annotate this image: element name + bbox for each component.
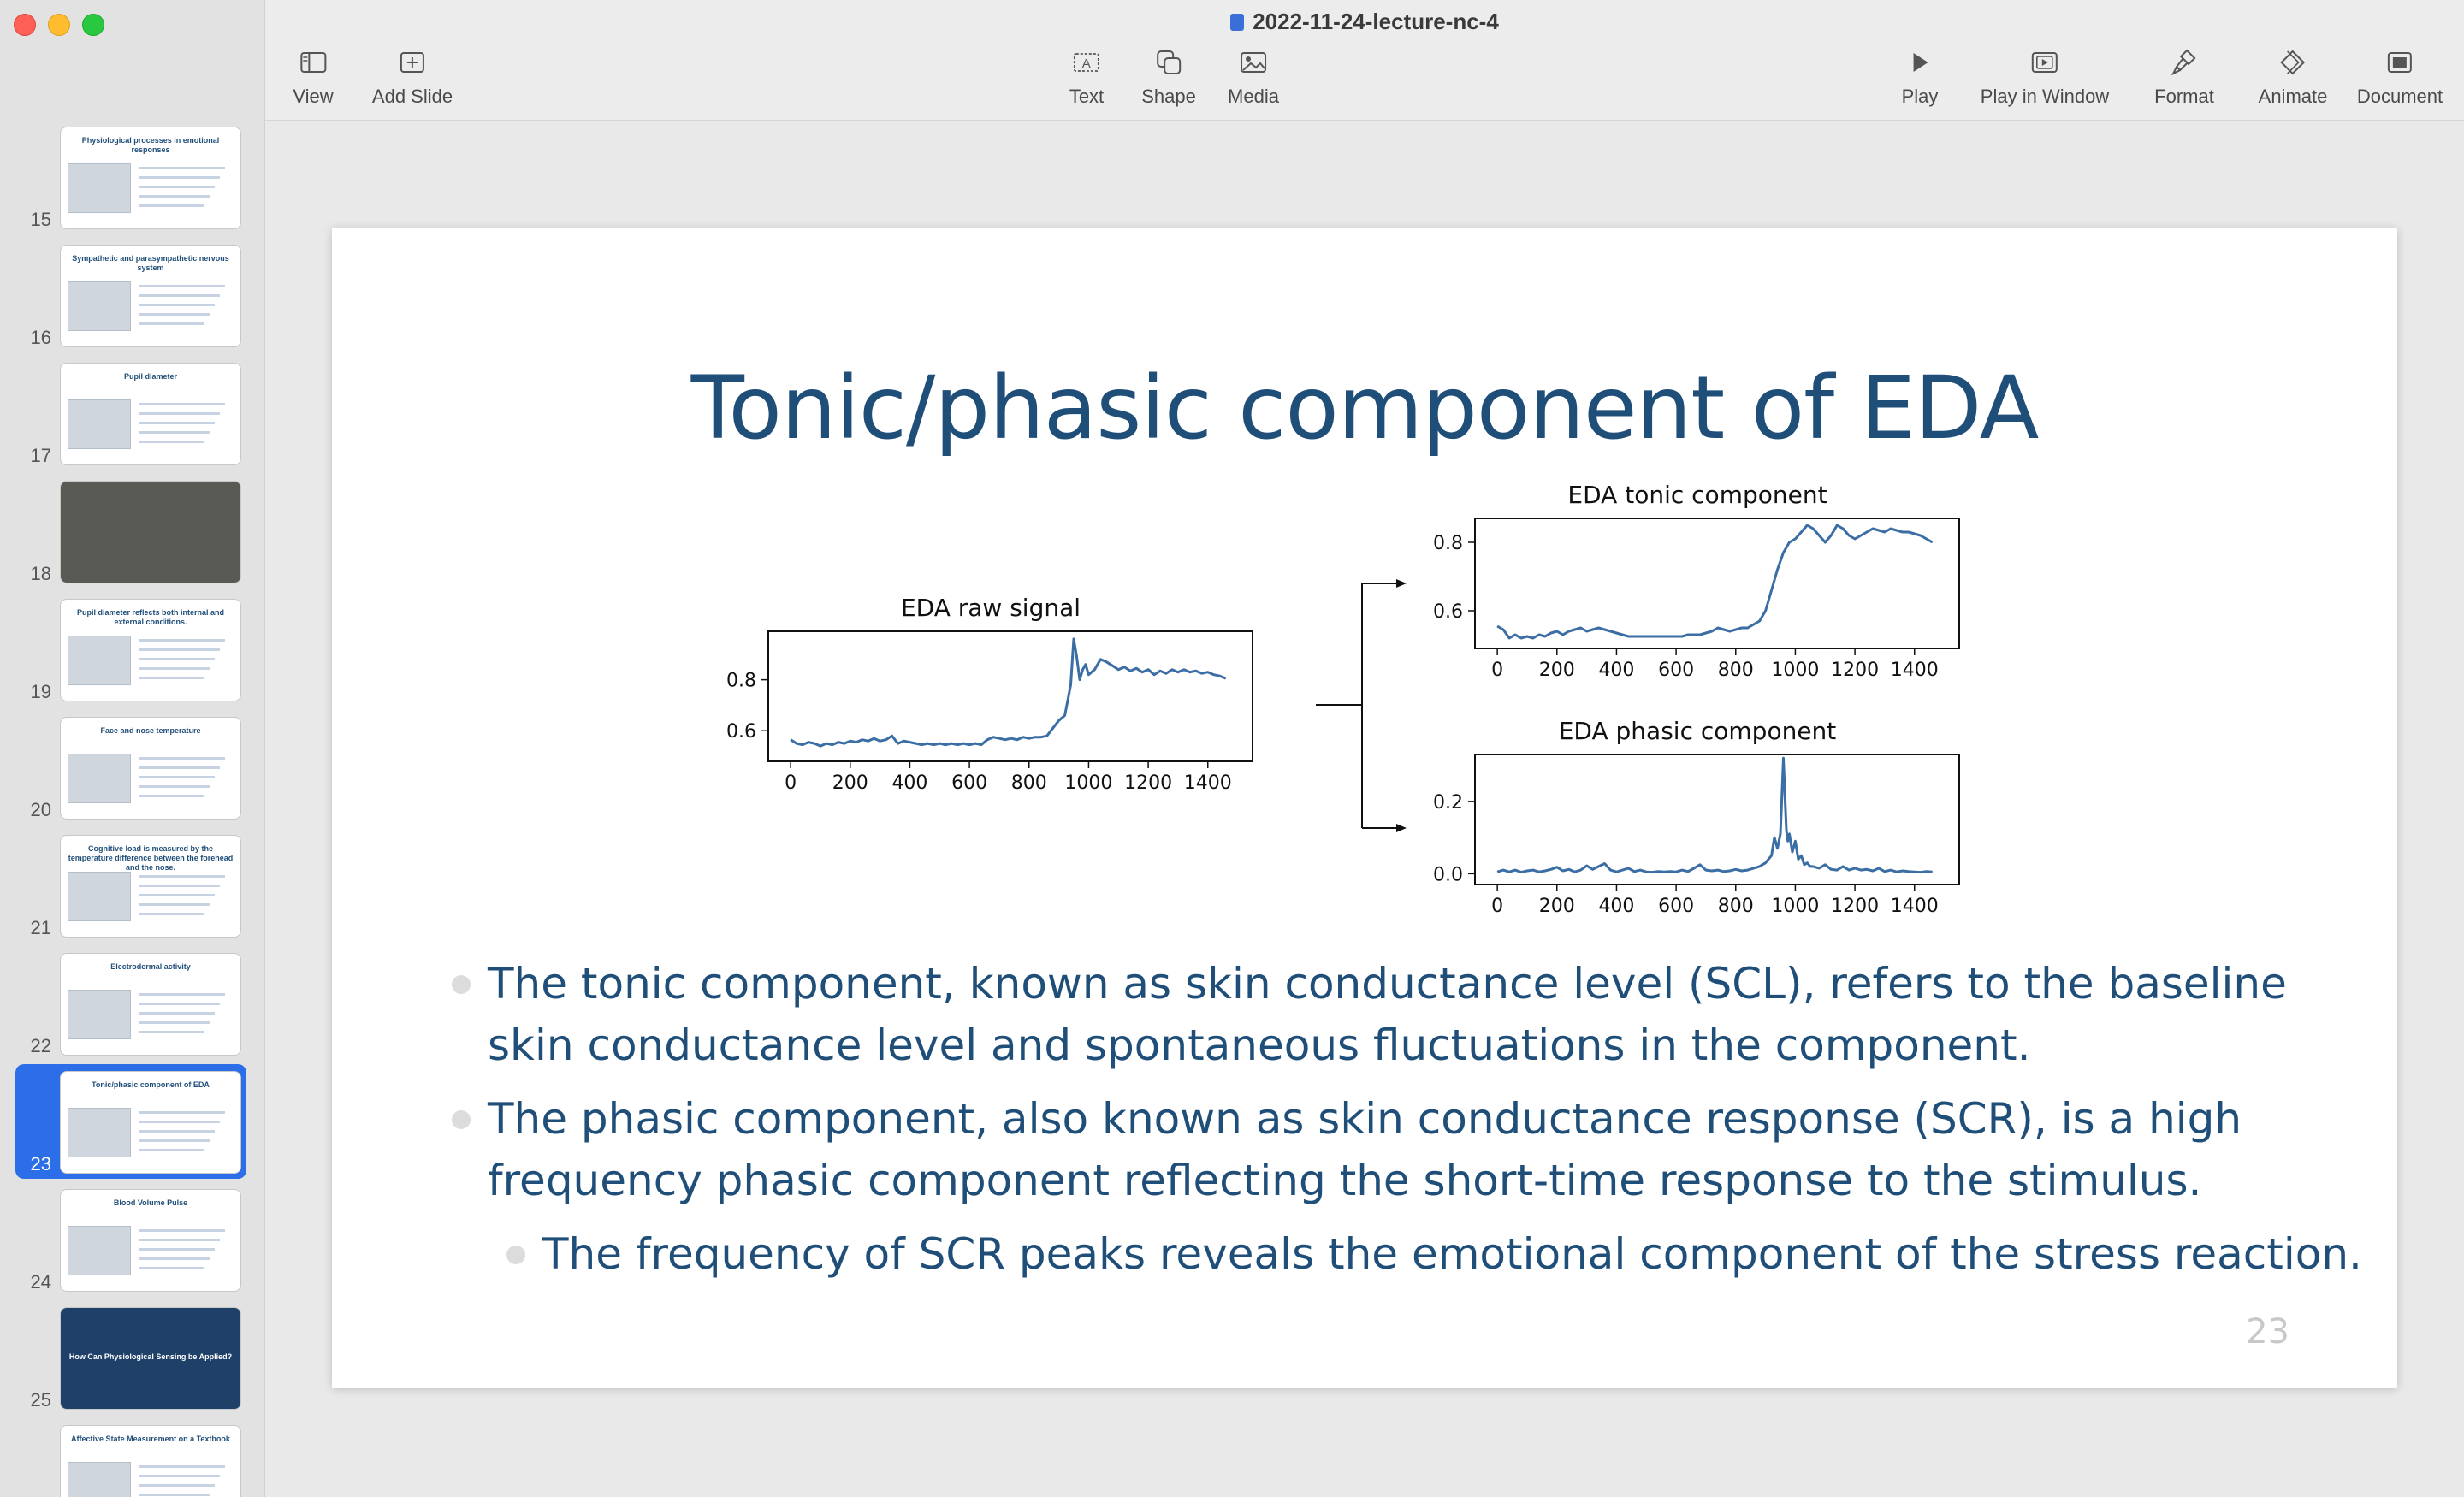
phasic-component-chart <box>1432 753 1963 924</box>
slide-thumbnail-title: Affective State Measurement on a Textbook <box>71 1435 230 1443</box>
slide-thumbnail-number: 24 <box>30 1271 51 1293</box>
slide-thumbnail-figure <box>68 872 131 921</box>
slide-thumbnail-title: Blood Volume Pulse <box>113 1198 188 1207</box>
slide-thumbnail-text-line <box>139 1229 225 1232</box>
slide-thumbnail-text-line <box>139 913 204 915</box>
bullet-item <box>452 1088 2368 1211</box>
slide-thumbnail-title: Face and nose temperature <box>100 726 201 735</box>
slide-thumbnail-text-line <box>139 785 210 788</box>
tonic-x-tick-label: 0 <box>1491 660 1504 681</box>
slide-thumbnail-text-line <box>139 875 225 878</box>
slide-thumbnail-title: Cognitive load is measured by the temperature difference between the forehead and the nose. <box>68 844 234 872</box>
slide-navigator <box>0 0 265 1497</box>
animate-diamond-icon <box>2278 48 2307 77</box>
play-in-window-label: Play in Window <box>1980 86 2110 107</box>
slide-thumbnail-text-line <box>139 1012 215 1015</box>
slide-thumbnail-text-line <box>139 195 210 198</box>
slide-thumbnail-title: How Can Physiological Sensing be Applied? <box>68 1352 233 1361</box>
raw-y-tick-label: 0.6 <box>726 721 756 743</box>
slide-thumbnail-title: Pupil diameter reflects both internal and external conditions. <box>76 608 225 626</box>
slide-thumbnail-text-line <box>139 294 220 297</box>
slide-number: 23 <box>2246 1312 2289 1352</box>
add-slide-label: Add Slide <box>371 86 453 107</box>
slide-thumbnail[interactable] <box>60 1307 241 1410</box>
text-label: Text <box>1069 86 1105 107</box>
animate-label: Animate <box>2258 86 2328 107</box>
slide-thumbnail-text-line <box>139 422 215 424</box>
slide-thumbnail-text-line <box>139 1475 220 1477</box>
phasic-component-plot <box>1432 717 1963 922</box>
slide-thumbnail-text-line <box>139 313 210 316</box>
slide-thumbnail-number: 16 <box>30 327 51 348</box>
slide-thumbnail-text-line <box>139 304 215 306</box>
keynote-document-icon <box>1230 14 1244 31</box>
phasic-x-tick-label: 0 <box>1491 896 1504 917</box>
slide-thumbnail[interactable] <box>60 835 241 938</box>
document-name: 2022-11-24-lecture-nc-4 <box>1253 9 1499 34</box>
raw-x-tick-label: 1200 <box>1124 772 1173 794</box>
format-button[interactable] <box>2154 48 2214 108</box>
slide-thumbnail-text-line <box>139 204 204 207</box>
sidebar-view-icon <box>299 48 328 77</box>
raw-y-tick-label: 0.8 <box>726 670 756 692</box>
slide-thumbnail-text-line <box>139 1239 220 1241</box>
minimize-window-button[interactable] <box>48 14 70 36</box>
view-label: View <box>293 86 334 107</box>
slide-thumbnail-text-line <box>139 1003 220 1005</box>
slide-thumbnail-text-line <box>139 186 215 188</box>
slide-thumbnail-number: 15 <box>30 209 51 230</box>
slide-thumbnail-figure <box>68 754 131 803</box>
raw-x-tick-label: 400 <box>891 772 928 794</box>
slide-thumbnail[interactable] <box>60 599 241 701</box>
text-box-icon <box>1072 48 1101 77</box>
slide-thumbnail-text-line <box>139 1248 215 1251</box>
tonic-y-tick-label: 0.6 <box>1433 601 1463 623</box>
raw-signal-chart <box>726 630 1256 801</box>
raw-plot-title: EDA raw signal <box>900 594 1081 622</box>
slide-thumbnail-text-line <box>139 176 220 179</box>
svg-text:A: A <box>1081 56 1091 71</box>
phasic-plot-title: EDA phasic component <box>1558 717 1837 745</box>
slide-thumbnail[interactable] <box>60 717 241 820</box>
slide-thumbnail[interactable] <box>60 481 241 583</box>
phasic-y-tick-label: 0.2 <box>1433 791 1463 814</box>
raw-x-tick-label: 600 <box>951 772 988 794</box>
slide-thumbnail-number: 17 <box>30 445 51 466</box>
tonic-x-tick-label: 400 <box>1598 660 1635 681</box>
slide-thumbnail-number: 22 <box>30 1035 51 1056</box>
slide-thumbnail-text-line <box>139 1031 204 1033</box>
phasic-x-tick-label: 1200 <box>1831 896 1880 917</box>
tonic-component-chart <box>1432 517 1963 688</box>
slide-thumbnail-text-line <box>139 795 204 797</box>
document-inspector-icon <box>2385 48 2414 77</box>
slide-thumbnail-text-line <box>139 412 220 415</box>
tonic-y-tick-label: 0.8 <box>1433 533 1463 554</box>
toolbar <box>265 0 2464 121</box>
slide-thumbnail-text-line <box>139 667 210 670</box>
document-button[interactable] <box>2357 48 2443 108</box>
tonic-x-tick-label: 600 <box>1658 660 1695 681</box>
slide-thumbnail-text-line <box>139 776 215 778</box>
raw-x-tick-label: 1400 <box>1183 772 1232 794</box>
slide-thumbnail-text-line <box>139 757 225 760</box>
slide-thumbnail-number: 23 <box>30 1153 51 1175</box>
add-slide-button[interactable] <box>372 48 453 108</box>
bullet-dot-icon <box>452 1110 471 1129</box>
bullet-dot-icon <box>506 1246 525 1264</box>
slide-thumbnail-text-line <box>139 1130 215 1133</box>
phasic-x-tick-label: 400 <box>1598 896 1635 917</box>
slide-thumbnail-title: Sympathetic and parasympathetic nervous system <box>72 254 229 272</box>
slide-thumbnail-text-line <box>139 167 225 169</box>
add-slide-icon <box>398 48 427 77</box>
play-button[interactable] <box>1902 48 1939 108</box>
bullet-text: The tonic component, known as skin conductance level (SCL), refers to the baseline skin conductance level and spontaneous fluctuations in the component. <box>488 959 2287 1070</box>
phasic-x-tick-label: 1000 <box>1771 896 1820 917</box>
slide-thumbnail-text-line <box>139 1139 210 1142</box>
slide-thumbnail[interactable] <box>60 953 241 1056</box>
slide-thumbnail-text-line <box>139 894 215 896</box>
phasic-x-tick-label: 800 <box>1717 896 1754 917</box>
slide-thumbnail[interactable] <box>60 127 241 229</box>
slide-thumbnail-title: Tonic/phasic component of EDA <box>92 1080 210 1089</box>
slide-thumbnail-figure <box>68 281 131 331</box>
slide-thumbnail[interactable] <box>60 1071 241 1174</box>
slide-thumbnail-text-line <box>139 285 225 287</box>
sub-bullet-item <box>452 1223 2368 1285</box>
slide-thumbnail-text-line <box>139 885 220 887</box>
slide-thumbnail[interactable] <box>60 1189 241 1292</box>
bullet-list[interactable] <box>452 953 2368 1285</box>
media-button[interactable] <box>1228 48 1279 108</box>
slide-thumbnail-text-line <box>139 677 204 679</box>
slide-thumbnail[interactable] <box>60 1425 241 1497</box>
slide-thumbnail-figure <box>68 399 131 449</box>
slide-thumbnail-number: 20 <box>30 799 51 820</box>
slide-thumbnail-text-line <box>139 431 210 434</box>
raw-x-tick-label: 0 <box>785 772 797 794</box>
format-label: Format <box>2154 86 2214 107</box>
shape-button[interactable] <box>1141 48 1196 108</box>
slide-thumbnail-figure <box>68 1226 131 1275</box>
slide-thumbnail-text-line <box>139 1267 204 1269</box>
slide-thumbnail-figure <box>68 163 131 213</box>
slide-thumbnail-text-line <box>139 903 210 906</box>
slide-thumbnail-number: 19 <box>30 681 51 702</box>
slide-thumbnail[interactable] <box>60 363 241 465</box>
zoom-window-button[interactable] <box>82 14 104 36</box>
slide-thumbnail-figure <box>68 1108 131 1157</box>
document-label: Document <box>2356 86 2443 107</box>
slide-thumbnail-number: 18 <box>30 563 51 584</box>
tonic-component-plot <box>1432 481 1963 686</box>
play-in-window-button[interactable] <box>1981 48 2109 108</box>
raw-x-tick-label: 1000 <box>1064 772 1113 794</box>
slide-thumbnail-number: 25 <box>30 1389 51 1411</box>
slide-thumbnail-text-line <box>139 658 215 660</box>
media-label: Media <box>1228 86 1279 107</box>
slide-thumbnail-title: Pupil diameter <box>123 372 177 381</box>
close-window-button[interactable] <box>14 14 36 36</box>
play-in-window-icon <box>2030 48 2059 77</box>
tonic-x-tick-label: 800 <box>1717 660 1754 681</box>
slide-thumbnail-text-line <box>139 1121 220 1123</box>
phasic-x-tick-label: 1400 <box>1890 896 1939 917</box>
bullet-text: The phasic component, also known as skin conductance response (SCR), is a high frequency phasic component reflecting the short-time response to the stimulus. <box>488 1094 2242 1205</box>
play-label: Play <box>1901 86 1939 107</box>
slide[interactable] <box>332 228 2397 1388</box>
slide-thumbnail-text-line <box>139 1149 204 1151</box>
raw-x-tick-label: 200 <box>832 772 868 794</box>
paintbrush-icon <box>2170 48 2199 77</box>
slide-thumbnail-text-line <box>139 766 220 769</box>
phasic-x-tick-label: 600 <box>1658 896 1695 917</box>
slide-thumbnail-text-line <box>139 1494 210 1496</box>
phasic-x-tick-label: 200 <box>1538 896 1575 917</box>
slide-thumbnail-figure <box>68 636 131 685</box>
slide-thumbnail-text-line <box>139 441 204 443</box>
slide-thumbnail-text-line <box>139 322 204 325</box>
slide-thumbnail-text-line <box>139 1257 210 1260</box>
slide-thumbnail-text-line <box>139 1484 215 1487</box>
raw-x-tick-label: 800 <box>1010 772 1047 794</box>
tonic-x-tick-label: 1000 <box>1771 660 1820 681</box>
view-button[interactable] <box>293 48 333 108</box>
tonic-x-tick-label: 1200 <box>1831 660 1880 681</box>
play-icon <box>1905 48 1934 77</box>
animate-button[interactable] <box>2259 48 2328 108</box>
slide-thumbnail-text-line <box>139 648 220 651</box>
tonic-x-tick-label: 200 <box>1538 660 1575 681</box>
split-arrow-connector <box>1316 578 1419 843</box>
bullet-dot-icon <box>452 975 471 994</box>
photo-icon <box>1239 48 1268 77</box>
slide-thumbnail-text-line <box>139 1111 225 1114</box>
slide-thumbnail-figure <box>68 1462 131 1497</box>
slide-thumbnail-text-line <box>139 1465 225 1468</box>
slide-thumbnail-title: Physiological processes in emotional responses <box>81 136 220 154</box>
shape-label: Shape <box>1141 86 1196 107</box>
raw-signal-plot <box>726 594 1256 799</box>
slide-thumbnail-text-line <box>139 639 225 642</box>
slide-thumbnail-figure <box>68 990 131 1039</box>
phasic-axes-frame <box>1475 754 1959 885</box>
bullet-text: The frequency of SCR peaks reveals the emotional component of the stress reaction. <box>542 1229 2362 1279</box>
slide-thumbnail-title: Electrodermal activity <box>110 962 191 971</box>
text-button[interactable] <box>1069 48 1104 108</box>
bullet-item <box>452 953 2368 1076</box>
tonic-plot-title: EDA tonic component <box>1567 481 1827 509</box>
slide-thumbnail-number: 21 <box>30 917 51 938</box>
window-title <box>265 9 2464 35</box>
phasic-y-tick-label: 0.0 <box>1433 864 1463 886</box>
tonic-x-tick-label: 1400 <box>1890 660 1939 681</box>
shape-icon <box>1154 48 1183 77</box>
slide-thumbnail-text-line <box>139 993 225 996</box>
slide-title[interactable]: Tonic/phasic component of EDA <box>690 358 2039 459</box>
slide-thumbnail-text-line <box>139 403 225 405</box>
slide-thumbnail-text-line <box>139 1021 210 1024</box>
slide-thumbnail[interactable] <box>60 245 241 347</box>
